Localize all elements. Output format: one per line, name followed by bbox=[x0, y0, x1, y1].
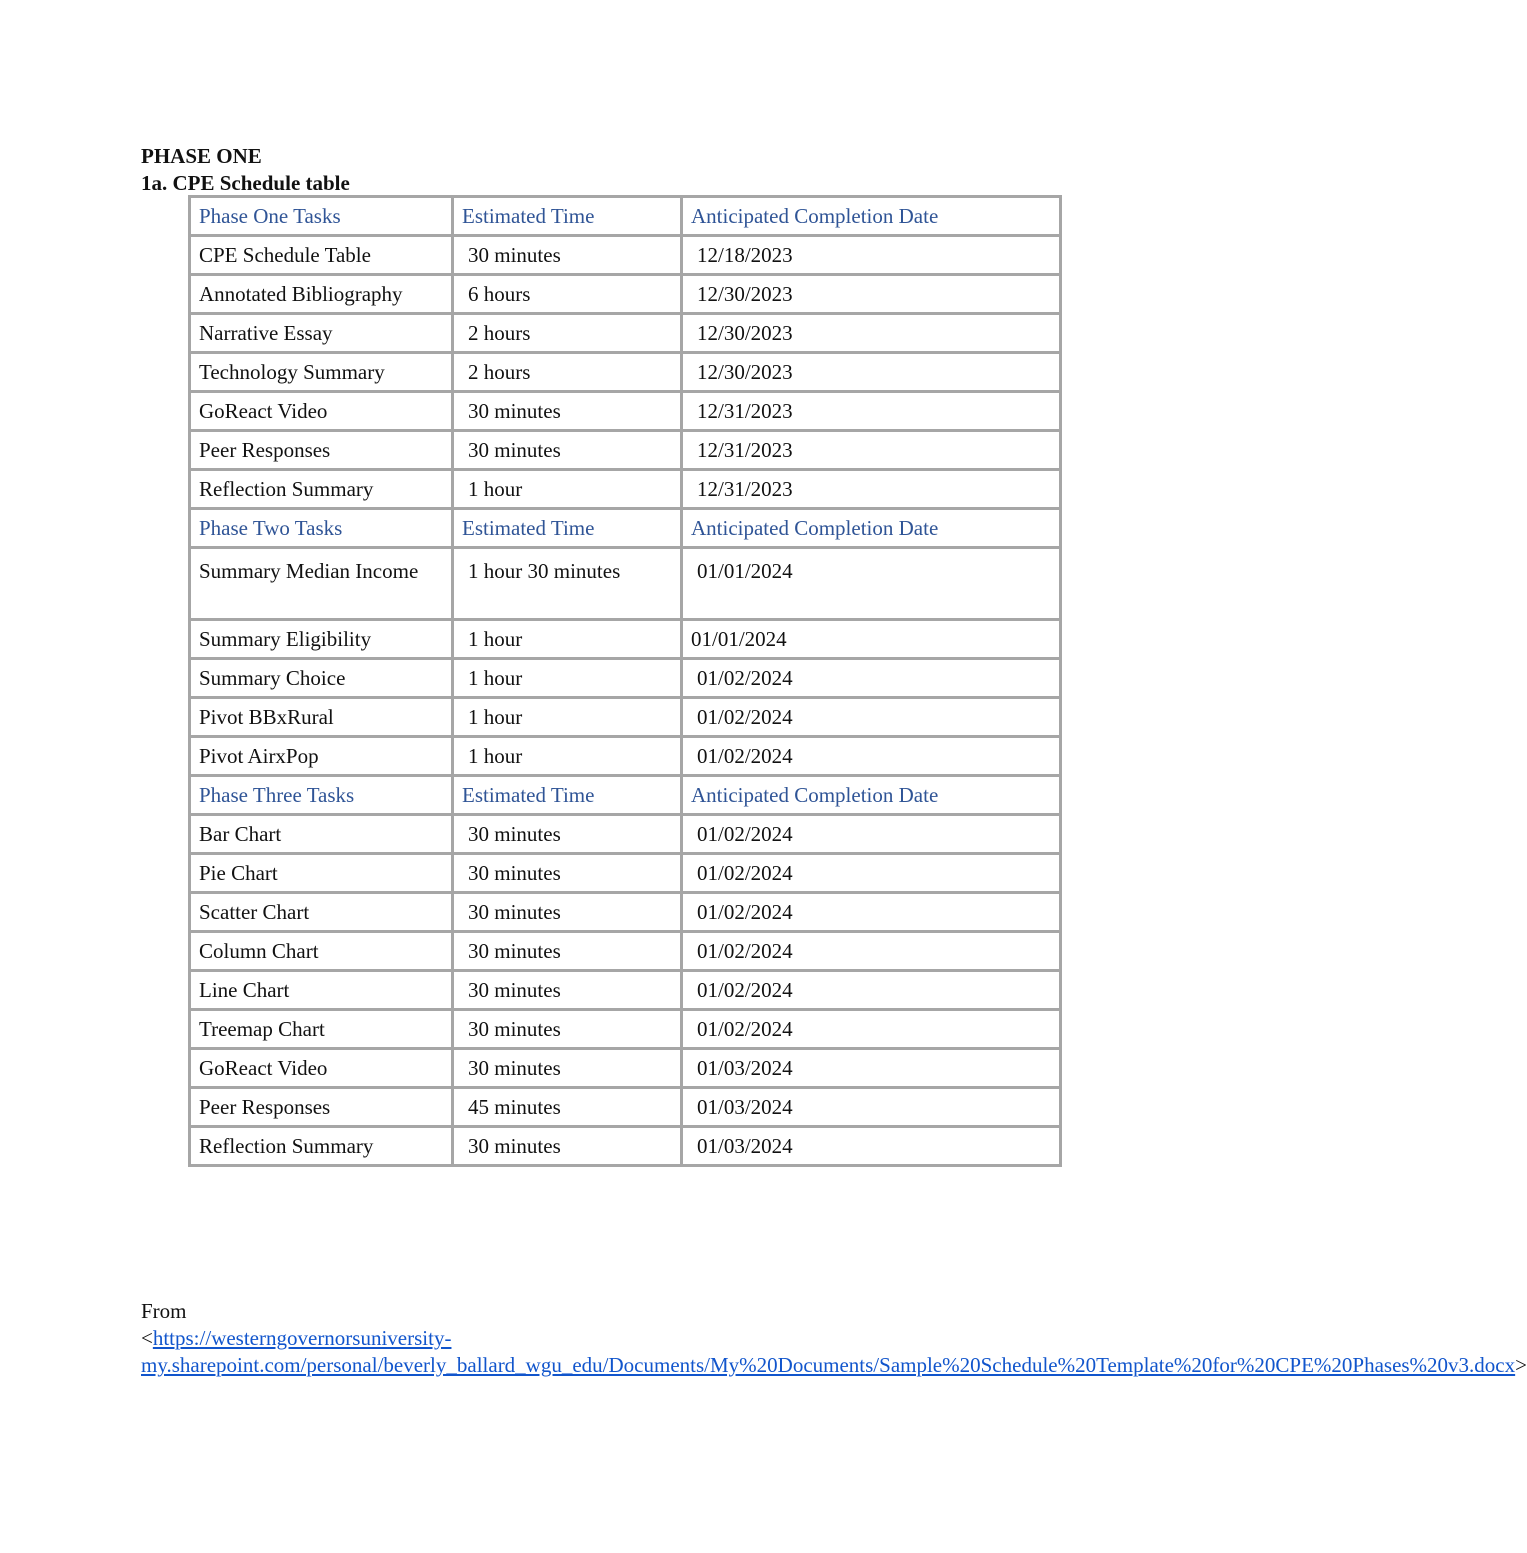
task-cell: Scatter Chart bbox=[190, 893, 453, 932]
header-task-cell: Phase Two Tasks bbox=[190, 509, 453, 548]
table-header-row bbox=[190, 197, 1061, 236]
date-cell: 01/02/2024 bbox=[682, 737, 1061, 776]
task-cell: GoReact Video bbox=[190, 1049, 453, 1088]
table-row bbox=[190, 275, 1061, 314]
source-citation bbox=[141, 1298, 1527, 1379]
date-cell: 12/18/2023 bbox=[682, 236, 1061, 275]
date-cell: 01/01/2024 bbox=[682, 620, 1061, 659]
header-time-cell: Estimated Time bbox=[453, 776, 682, 815]
table-row bbox=[190, 431, 1061, 470]
task-cell: Reflection Summary bbox=[190, 470, 453, 509]
date-cell: 12/31/2023 bbox=[682, 470, 1061, 509]
time-cell: 2 hours bbox=[453, 353, 682, 392]
table-row bbox=[190, 815, 1061, 854]
table-row bbox=[190, 548, 1061, 620]
table-row bbox=[190, 1127, 1061, 1166]
date-cell: 12/30/2023 bbox=[682, 314, 1061, 353]
header-task-cell: Phase Three Tasks bbox=[190, 776, 453, 815]
task-cell: Treemap Chart bbox=[190, 1010, 453, 1049]
table-caption: 1a. CPE Schedule table bbox=[141, 171, 350, 195]
task-cell: Pie Chart bbox=[190, 854, 453, 893]
table-row bbox=[190, 620, 1061, 659]
task-cell: Line Chart bbox=[190, 971, 453, 1010]
time-cell: 1 hour bbox=[453, 698, 682, 737]
table-row bbox=[190, 392, 1061, 431]
task-cell: Peer Responses bbox=[190, 431, 453, 470]
header-date-cell: Anticipated Completion Date bbox=[682, 776, 1061, 815]
time-cell: 30 minutes bbox=[453, 893, 682, 932]
source-close-bracket: > bbox=[1515, 1353, 1527, 1377]
date-cell: 01/02/2024 bbox=[682, 893, 1061, 932]
date-cell: 01/03/2024 bbox=[682, 1049, 1061, 1088]
date-cell: 01/02/2024 bbox=[682, 659, 1061, 698]
task-cell: Pivot BBxRural bbox=[190, 698, 453, 737]
date-cell: 01/02/2024 bbox=[682, 932, 1061, 971]
task-cell: Summary Eligibility bbox=[190, 620, 453, 659]
task-cell: GoReact Video bbox=[190, 392, 453, 431]
table-row bbox=[190, 971, 1061, 1010]
task-cell: Peer Responses bbox=[190, 1088, 453, 1127]
time-cell: 2 hours bbox=[453, 314, 682, 353]
date-cell: 12/31/2023 bbox=[682, 392, 1061, 431]
time-cell: 1 hour bbox=[453, 659, 682, 698]
date-cell: 01/01/2024 bbox=[682, 548, 1061, 620]
task-cell: Summary Median Income bbox=[190, 548, 453, 620]
table-row bbox=[190, 314, 1061, 353]
table-row bbox=[190, 698, 1061, 737]
table-row bbox=[190, 854, 1061, 893]
time-cell: 1 hour bbox=[453, 620, 682, 659]
header-time-cell: Estimated Time bbox=[453, 509, 682, 548]
cpe-schedule-table bbox=[188, 195, 1062, 1167]
time-cell: 6 hours bbox=[453, 275, 682, 314]
date-cell: 01/02/2024 bbox=[682, 854, 1061, 893]
table-row bbox=[190, 1010, 1061, 1049]
table-row bbox=[190, 353, 1061, 392]
time-cell: 30 minutes bbox=[453, 392, 682, 431]
date-cell: 12/31/2023 bbox=[682, 431, 1061, 470]
header-time-cell: Estimated Time bbox=[453, 197, 682, 236]
time-cell: 1 hour 30 minutes bbox=[453, 548, 682, 620]
task-cell: Summary Choice bbox=[190, 659, 453, 698]
time-cell: 30 minutes bbox=[453, 236, 682, 275]
task-cell: Column Chart bbox=[190, 932, 453, 971]
task-cell: Narrative Essay bbox=[190, 314, 453, 353]
task-cell: Technology Summary bbox=[190, 353, 453, 392]
date-cell: 12/30/2023 bbox=[682, 353, 1061, 392]
date-cell: 01/03/2024 bbox=[682, 1088, 1061, 1127]
header-task-cell: Phase One Tasks bbox=[190, 197, 453, 236]
time-cell: 1 hour bbox=[453, 470, 682, 509]
task-cell: CPE Schedule Table bbox=[190, 236, 453, 275]
date-cell: 12/30/2023 bbox=[682, 275, 1061, 314]
time-cell: 30 minutes bbox=[453, 431, 682, 470]
time-cell: 1 hour bbox=[453, 737, 682, 776]
task-cell: Reflection Summary bbox=[190, 1127, 453, 1166]
date-cell: 01/02/2024 bbox=[682, 1010, 1061, 1049]
date-cell: 01/02/2024 bbox=[682, 698, 1061, 737]
table-row bbox=[190, 470, 1061, 509]
time-cell: 30 minutes bbox=[453, 815, 682, 854]
task-cell: Pivot AirxPop bbox=[190, 737, 453, 776]
time-cell: 30 minutes bbox=[453, 854, 682, 893]
document-heading: PHASE ONE bbox=[141, 144, 262, 168]
table-row bbox=[190, 1049, 1061, 1088]
source-open-bracket: < bbox=[141, 1326, 153, 1350]
table-header-row bbox=[190, 776, 1061, 815]
date-cell: 01/02/2024 bbox=[682, 971, 1061, 1010]
task-cell: Annotated Bibliography bbox=[190, 275, 453, 314]
table-row bbox=[190, 893, 1061, 932]
time-cell: 30 minutes bbox=[453, 1049, 682, 1088]
schedule-table-body bbox=[190, 197, 1061, 1166]
time-cell: 30 minutes bbox=[453, 1010, 682, 1049]
time-cell: 30 minutes bbox=[453, 932, 682, 971]
date-cell: 01/03/2024 bbox=[682, 1127, 1061, 1166]
table-row bbox=[190, 737, 1061, 776]
time-cell: 30 minutes bbox=[453, 1127, 682, 1166]
table-row bbox=[190, 236, 1061, 275]
date-cell: 01/02/2024 bbox=[682, 815, 1061, 854]
table-row bbox=[190, 932, 1061, 971]
time-cell: 30 minutes bbox=[453, 971, 682, 1010]
header-date-cell: Anticipated Completion Date bbox=[682, 509, 1061, 548]
table-row bbox=[190, 1088, 1061, 1127]
source-link[interactable]: https://westerngovernorsuniversity-my.sharepoint.com/personal/beverly_ballard_wgu_edu/Documents/My%20Documents/Sample%20Schedule%20Template%20for%20CPE%20Phases%20v3.docx bbox=[141, 1326, 1516, 1377]
table-header-row bbox=[190, 509, 1061, 548]
header-date-cell: Anticipated Completion Date bbox=[682, 197, 1061, 236]
task-cell: Bar Chart bbox=[190, 815, 453, 854]
source-prefix: From bbox=[141, 1299, 187, 1323]
table-row bbox=[190, 659, 1061, 698]
time-cell: 45 minutes bbox=[453, 1088, 682, 1127]
